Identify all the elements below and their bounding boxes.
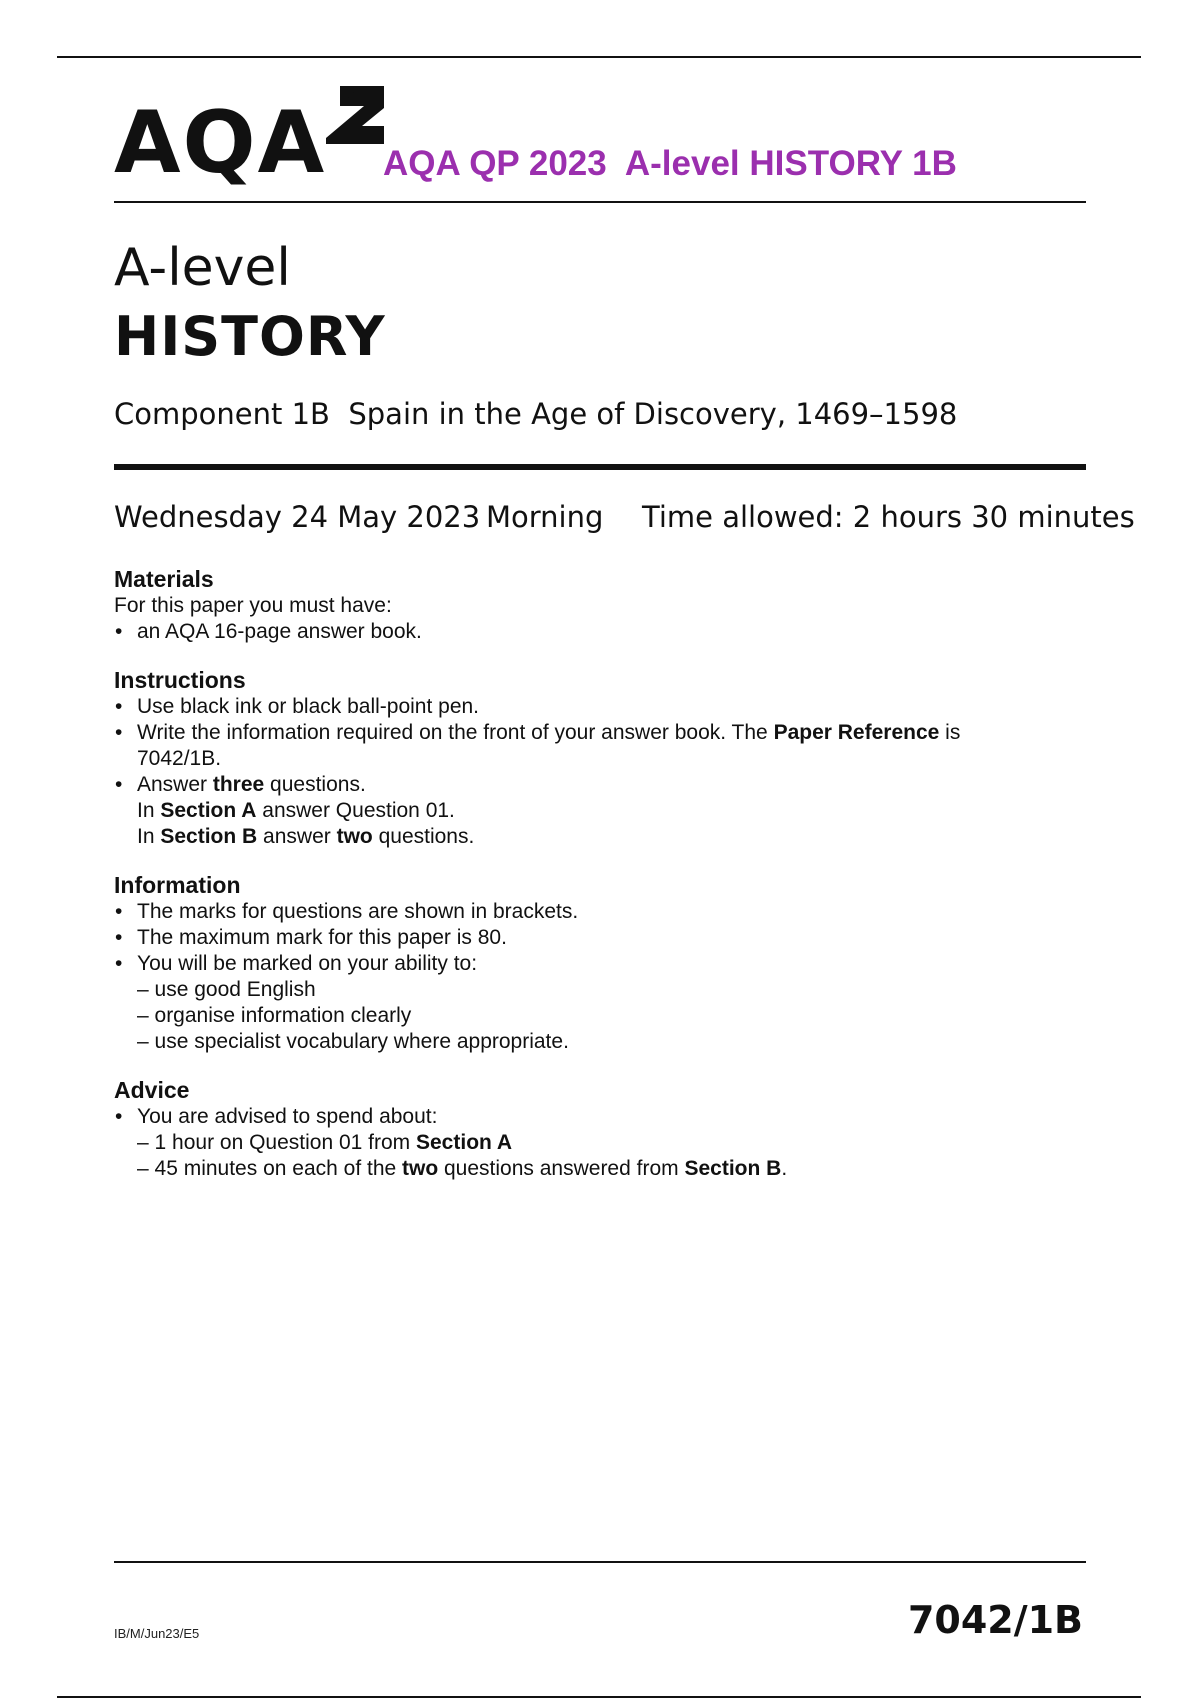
top-page-rule — [57, 56, 1141, 58]
information-item: • The marks for questions are shown in brackets. — [115, 900, 579, 923]
rubric-sections — [114, 565, 1094, 1203]
materials-section — [114, 565, 1094, 645]
information-section — [114, 871, 1094, 1055]
time-allowed: Time allowed: 2 hours 30 minutes — [642, 500, 1135, 534]
subject-title: HISTORY — [114, 305, 386, 368]
footer-reference: IB/M/Jun23/E5 — [114, 1626, 200, 1641]
bottom-page-rule — [57, 1696, 1141, 1698]
advice-subitem: – 1 hour on Question 01 from Section A — [137, 1131, 513, 1154]
exam-session: Morning — [486, 500, 604, 534]
advice-heading: Advice — [114, 1077, 190, 1103]
advice-subitem: – 45 minutes on each of the two questions answered from Section B. — [137, 1157, 788, 1180]
qualification-level: A-level — [114, 238, 291, 298]
bullet-icon: • — [115, 952, 123, 975]
instructions-heading: Instructions — [114, 667, 246, 693]
component-title: Component 1B Spain in the Age of Discovery, 1469–1598 — [114, 397, 958, 431]
bullet-icon: • — [115, 695, 123, 718]
bullet-icon: • — [115, 620, 123, 643]
header-rule — [114, 201, 1086, 203]
information-subitem: – use specialist vocabulary where appropriate. — [137, 1030, 569, 1053]
bullet-icon: • — [115, 1105, 123, 1128]
bullet-icon: • — [115, 900, 123, 923]
instruction-item: • Use black ink or black ball-point pen. — [115, 695, 480, 718]
information-item: • You will be marked on your ability to: — [115, 952, 478, 975]
logo-text: AQA — [114, 92, 327, 193]
materials-intro: For this paper you must have: — [114, 594, 392, 617]
information-subitem: – use good English — [137, 978, 316, 1001]
paper-code: 7042/1B — [907, 1598, 1083, 1642]
materials-item: • an AQA 16-page answer book. — [115, 620, 422, 643]
header-title: AQA QP 2023 A-level HISTORY 1B — [383, 144, 957, 183]
information-subitem: – organise information clearly — [137, 1004, 412, 1027]
advice-section — [114, 1076, 1094, 1182]
aqa-logo — [114, 86, 388, 193]
information-heading: Information — [114, 872, 241, 898]
instruction-item: • Write the information required on the front of your answer book. The Paper Reference is 7042/1B. — [115, 721, 961, 770]
bullet-icon: • — [115, 926, 123, 949]
materials-heading: Materials — [114, 566, 214, 592]
advice-item: • You are advised to spend about: — [115, 1105, 438, 1128]
information-item: • The maximum mark for this paper is 80. — [115, 926, 507, 949]
footer-rule — [114, 1561, 1086, 1563]
title-rule — [114, 464, 1086, 470]
instructions-section — [114, 666, 1094, 850]
bullet-icon: • — [115, 773, 123, 796]
aqa-logo-mark-icon — [326, 86, 388, 148]
bullet-icon: • — [115, 721, 123, 744]
instruction-item: • Answer three questions. In Section A answer Question 01. In Section B answer two questions. — [115, 773, 475, 848]
exam-date: Wednesday 24 May 2023 — [114, 500, 481, 534]
